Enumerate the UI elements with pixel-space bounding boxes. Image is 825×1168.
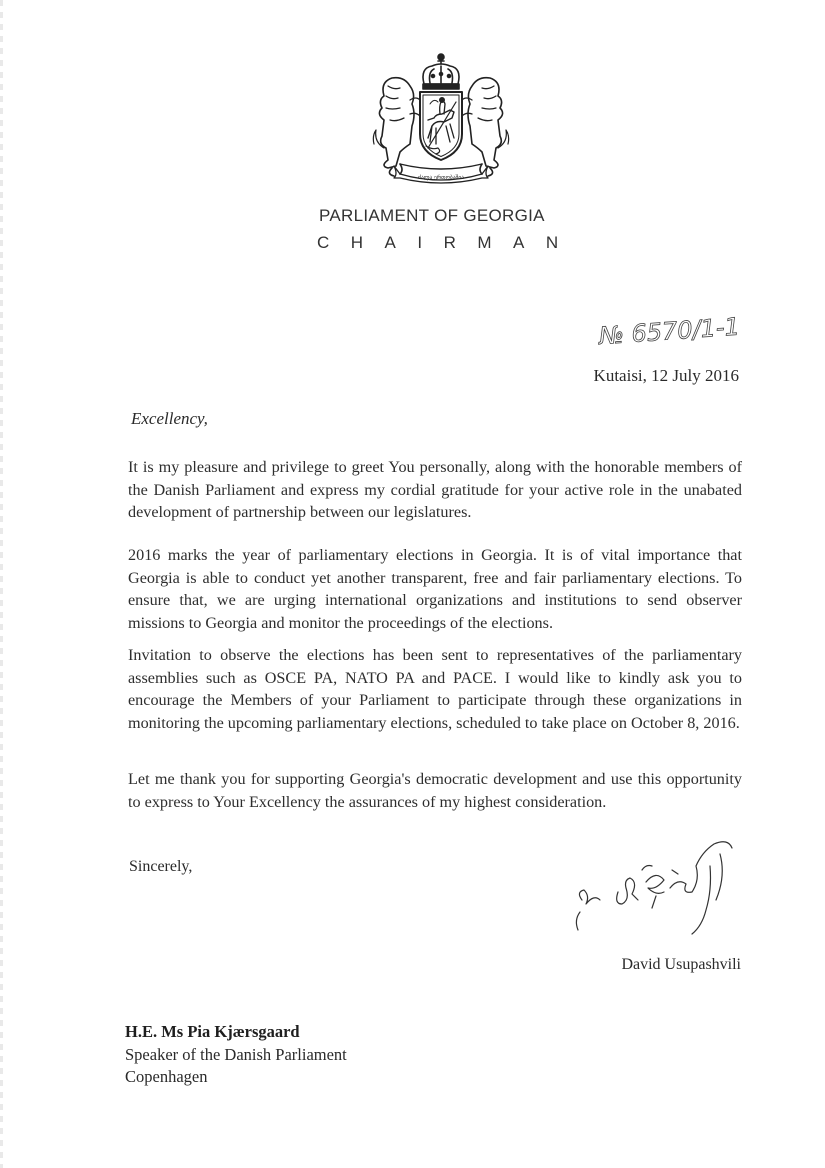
office-title: CHAIRMAN	[317, 233, 580, 252]
body-paragraph-4: Let me thank you for supporting Georgia's democratic development and use this opportunity to express to Your Excellency the assurances of my highest consideration.	[128, 770, 742, 811]
addressee-name: H.E. Ms Pia Kjærsgaard	[125, 1022, 300, 1041]
handwritten-reference-number	[595, 312, 765, 352]
scan-edge	[0, 0, 3, 1168]
salutation: Excellency,	[131, 409, 208, 428]
handwritten-signature	[560, 830, 770, 940]
emblem-motto-text: ძალა ერთობაშია	[417, 175, 465, 181]
coat-of-arms-emblem	[370, 52, 512, 184]
closing-line: Sincerely,	[129, 858, 193, 875]
body-paragraph-2: 2016 marks the year of parliamentary elections in Georgia. It is of vital importance that Georgia is able to conduct yet another transparent, free and fair parliamentary elections. To ensure that, we are urging international organizations and institutions to send observer missions to Georgia and monitor the proceedings of the elections.	[128, 546, 742, 632]
body-paragraph-1: It is my pleasure and privilege to greet You personally, along with the honorable members of the Danish Parliament and express my cordial gratitude for your active role in the unabated development of partnership between our legislatures.	[128, 458, 742, 521]
signer-name: David Usupashvili	[621, 956, 741, 973]
body-paragraph-3: Invitation to observe the elections has been sent to representatives of the parliamentary assemblies such as OSCE PA, NATO PA and PACE. I would like to kindly ask you to encourage the Members of your Parliament to participate through these organizations in monitoring the upcoming parliamentary elections, scheduled to take place on October 8, 2016.	[128, 646, 742, 732]
institution-name: PARLIAMENT OF GEORGIA	[319, 206, 545, 225]
date-line: Kutaisi, 12 July 2016	[593, 366, 739, 385]
addressee-city: Copenhagen	[125, 1067, 208, 1086]
reference-number-text: № 6570/1-1	[598, 312, 741, 351]
addressee-title: Speaker of the Danish Parliament	[125, 1045, 347, 1064]
